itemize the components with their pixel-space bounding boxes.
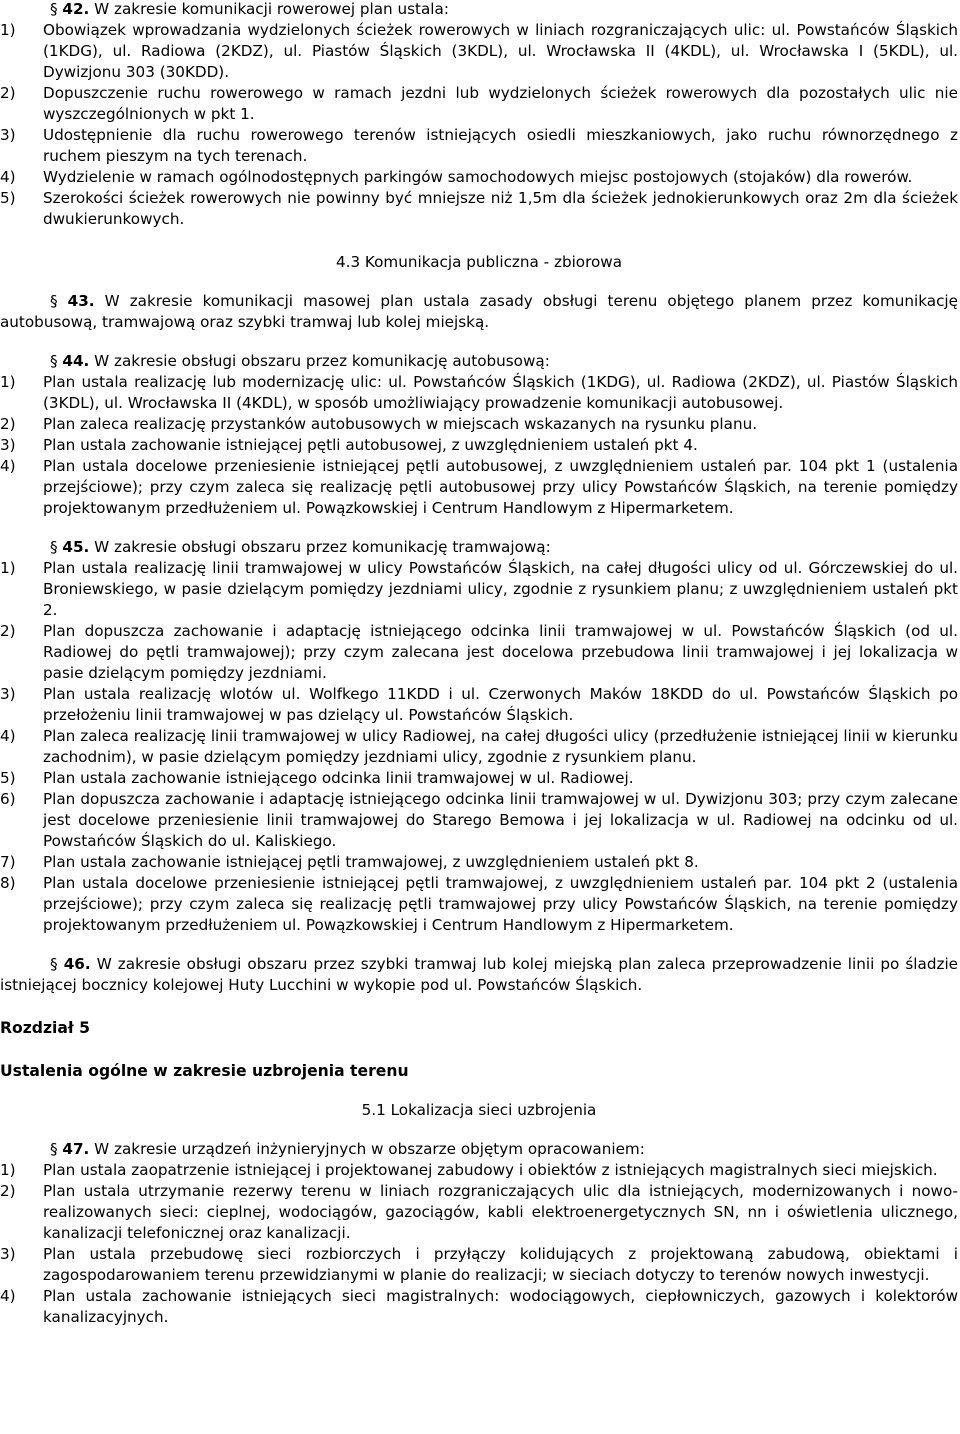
- list-item: [0, 456, 958, 519]
- paragraph-text: W zakresie komunikacji rowerowej plan ustala:: [94, 0, 449, 18]
- list-item: [0, 873, 958, 936]
- list-45: [0, 558, 958, 936]
- section-number: 47.: [62, 1140, 90, 1158]
- list-item: [0, 125, 958, 167]
- item-number: 3): [0, 126, 16, 144]
- item-number: 5): [0, 189, 16, 207]
- section-heading: 4.3 Komunikacja publiczna - zbiorowa: [335, 253, 623, 271]
- item-number: 8): [0, 874, 16, 892]
- paragraph-46: [0, 954, 958, 996]
- list-44: [0, 372, 958, 519]
- list-item: [0, 435, 958, 456]
- list-item: [0, 852, 958, 873]
- item-text: Plan ustala utrzymanie rezerwy terenu w liniach rozgraniczających ulic dla istniejących, modernizowanych i nowo-realizowanych sieci: cieplnej, wodociągów, gazociągów, kabli elektroenergetycznych SN, nn i oświetlenia ulicznego, kanalizacji telefonicznej oraz kanalizacji.: [43, 1182, 958, 1242]
- item-number: 3): [0, 1245, 16, 1263]
- paragraph-45: [0, 537, 958, 558]
- list-47: [0, 1160, 958, 1328]
- item-number: 2): [0, 1182, 16, 1200]
- item-number: 2): [0, 84, 16, 102]
- item-text: Plan ustala zachowanie istniejących sieci magistralnych: wodociągowych, ciepłowniczych, gazowych i kolektorów kanalizacyjnych.: [43, 1287, 958, 1326]
- item-text: Wydzielenie w ramach ogólnodostępnych parkingów samochodowych miejsc postojowych (stojaków) dla rowerów.: [43, 168, 913, 186]
- paragraph-text: W zakresie urządzeń inżynieryjnych w obszarze objętym opracowaniem:: [94, 1140, 645, 1158]
- item-text: Udostępnienie dla ruchu rowerowego terenów istniejących osiedli mieszkaniowych, jako ruchu równorzędnego z ruchem pieszym na tych terenach.: [43, 126, 958, 165]
- section-symbol: §: [50, 292, 68, 310]
- list-item: [0, 20, 958, 83]
- list-item: [0, 372, 958, 414]
- list-item: [0, 726, 958, 768]
- item-text: Plan ustala realizację lub modernizację ulic: ul. Powstańców Śląskich (1KDG), ul. Radiowa (2KDZ), ul. Piastów Śląskich (3KDL), ul. Wrocławska II (4KDL), w sposób umożliwiający prowadzenie komunikacji autobusowej.: [43, 373, 958, 412]
- list-item: [0, 188, 958, 230]
- list-item: [0, 621, 958, 684]
- section-number: 45.: [62, 538, 90, 556]
- section-symbol: §: [50, 1140, 63, 1158]
- paragraph-text: W zakresie komunikacji masowej plan ustala zasady obsługi terenu objętego planem przez komunikację autobusową, tramwajową oraz szybki tramwaj lub kolej miejską.: [0, 292, 958, 331]
- section-number: 42.: [62, 0, 90, 18]
- list-item: [0, 789, 958, 852]
- list-item: [0, 167, 958, 188]
- item-number: 7): [0, 853, 16, 871]
- item-text: Plan zaleca realizację przystanków autobusowych w miejscach wskazanych na rysunku planu.: [43, 415, 758, 433]
- list-item: [0, 1160, 958, 1181]
- item-text: Plan ustala zachowanie istniejącej pętli autobusowej, z uwzględnieniem ustaleń pkt 4.: [43, 436, 698, 454]
- item-number: 5): [0, 769, 16, 787]
- paragraph-44: [0, 351, 958, 372]
- item-number: 1): [0, 559, 16, 577]
- item-text: Dopuszczenie ruchu rowerowego w ramach jezdni lub wydzielonych ścieżek rowerowych dla pozostałych ulic nie wyszczególnionych w pkt 1.: [43, 84, 958, 123]
- item-number: 6): [0, 790, 16, 808]
- section-number: 46.: [63, 955, 91, 973]
- paragraph-47: [0, 1139, 958, 1160]
- section-heading: 5.1 Lokalizacja sieci uzbrojenia: [361, 1101, 597, 1119]
- item-text: Plan dopuszcza zachowanie i adaptację istniejącego odcinka linii tramwajowej w ul. Powstańców Śląskich (od ul. Radiowej do pętli tramwajowej); przy czym zalecana jest docelowa przebudowa linii tramwajowej i jej lokalizacja w pasie dzielącym pomiędzy jezdniami.: [43, 622, 958, 682]
- item-text: Plan ustala docelowe przeniesienie istniejącej pętli autobusowej, z uwzględnieniem ustaleń par. 104 pkt 1 (ustalenia przejściowe); przy czym zaleca się realizację pętli autobusowej przy ulicy Powstańców Śląskich, na terenie pomiędzy projektowanym przedłużeniem ul. Powązkowskiej i Centrum Handlowym z Hipermarketem.: [43, 457, 958, 517]
- section-symbol: §: [50, 538, 63, 556]
- item-text: Plan dopuszcza zachowanie i adaptację istniejącego odcinka linii tramwajowej w ul. Dywizjonu 303; przy czym zalecane jest docelowe przeniesienie linii tramwajowej do Starego Bemowa i jej lokalizacja w ul. Radiowej na odcinku od ul. Powstańców Śląskich do ul. Kaliskiego.: [43, 790, 958, 850]
- list-item: [0, 83, 958, 125]
- list-item: [0, 1244, 958, 1286]
- item-number: 1): [0, 373, 16, 391]
- list-42: [0, 20, 958, 230]
- list-item: [0, 558, 958, 621]
- paragraph-43: [0, 291, 958, 333]
- paragraph-text: W zakresie obsługi obszaru przez szybki tramwaj lub kolej miejską plan zaleca przeprowadzenie linii po śladzie istniejącej bocznicy kolejowej Huty Lucchini w wykopie pod ul. Powstańców Śląskich.: [0, 955, 959, 994]
- item-text: Plan ustala zachowanie istniejącego odcinka linii tramwajowej w ul. Radiowej.: [43, 769, 634, 787]
- section-symbol: §: [50, 955, 64, 973]
- item-text: Plan ustala realizację linii tramwajowej w ulicy Powstańców Śląskich, na całej długości ulicy od ul. Górczewskiej do ul. Broniewskiego, w pasie dzielącym pomiędzy jezdniami ulicy, zgodnie z rysunkiem planu; z uwzględnieniem ustaleń pkt 2.: [43, 559, 958, 619]
- paragraph-42: [0, 0, 958, 20]
- item-number: 4): [0, 727, 16, 745]
- item-text: Plan ustala realizację wlotów ul. Wolfkego 11KDD i ul. Czerwonych Maków 18KDD do ul. Powstańców Śląskich po przełożeniu linii tramwajowej w pas dzielący ul. Powstańców Śląskich.: [43, 685, 958, 724]
- section-symbol: §: [50, 352, 63, 370]
- list-item: [0, 1286, 958, 1328]
- item-number: 3): [0, 685, 16, 703]
- item-text: Obowiązek wprowadzania wydzielonych ścieżek rowerowych w liniach rozgraniczających ulic: ul. Powstańców Śląskich (1KDG), ul. Radiowa (2KDZ), ul. Piastów Śląskich (3KDL), ul. Wrocławska II (4KDL), ul. Wrocławska I (5KDL), ul. Dywizjonu 303 (30KDD).: [43, 21, 958, 81]
- item-number: 3): [0, 436, 16, 454]
- item-number: 1): [0, 21, 16, 39]
- item-text: Szerokości ścieżek rowerowych nie powinny być mniejsze niż 1,5m dla ścieżek jednokierunkowych oraz 2m dla ścieżek dwukierunkowych.: [43, 189, 958, 228]
- list-item: [0, 684, 958, 726]
- item-text: Plan ustala zaopatrzenie istniejącej i projektowanej zabudowy i obiektów z istniejących magistralnych sieci miejskich.: [43, 1161, 938, 1179]
- paragraph-text: W zakresie obsługi obszaru przez komunikację tramwajową:: [94, 538, 551, 556]
- item-number: 2): [0, 622, 16, 640]
- section-symbol: §: [50, 0, 63, 18]
- section-number: 44.: [62, 352, 90, 370]
- item-number: 1): [0, 1161, 16, 1179]
- item-number: 4): [0, 1287, 16, 1305]
- item-number: 4): [0, 457, 16, 475]
- item-text: Plan zaleca realizację linii tramwajowej w ulicy Radiowej, na całej długości ulicy (przedłużenie istniejącej linii w kierunku zachodnim), w pasie dzielącym pomiędzy jezdniami ulicy, zgodnie z rysunkiem planu.: [43, 727, 958, 766]
- item-text: Plan ustala docelowe przeniesienie istniejącej pętli tramwajowej, z uwzględnieniem ustaleń par. 104 pkt 2 (ustalenia przejściowe); przy czym zaleca się realizację pętli tramwajowej przy ulicy Powstańców Śląskich, na terenie pomiędzy projektowanym przedłużeniem ul. Powązkowskiej i Centrum Handlowym z Hipermarketem.: [43, 874, 958, 934]
- chapter-title: Ustalenia ogólne w zakresie uzbrojenia terenu: [0, 1062, 409, 1080]
- section-number: 43.: [67, 292, 95, 310]
- item-number: 4): [0, 168, 16, 186]
- chapter-label: Rozdział 5: [0, 1019, 90, 1037]
- item-text: Plan ustala przebudowę sieci rozbiorczych i przyłączy kolidujących z projektowaną zabudową, obiektami i zagospodarowaniem terenu przewidzianymi w planie do realizacji; w sieciach dotyczy to terenów nowych inwestycji.: [43, 1245, 958, 1284]
- list-item: [0, 1181, 958, 1244]
- paragraph-text: W zakresie obsługi obszaru przez komunikację autobusową:: [94, 352, 550, 370]
- list-item: [0, 768, 958, 789]
- item-text: Plan ustala zachowanie istniejącej pętli tramwajowej, z uwzględnieniem ustaleń pkt 8.: [43, 853, 699, 871]
- item-number: 2): [0, 415, 16, 433]
- list-item: [0, 414, 958, 435]
